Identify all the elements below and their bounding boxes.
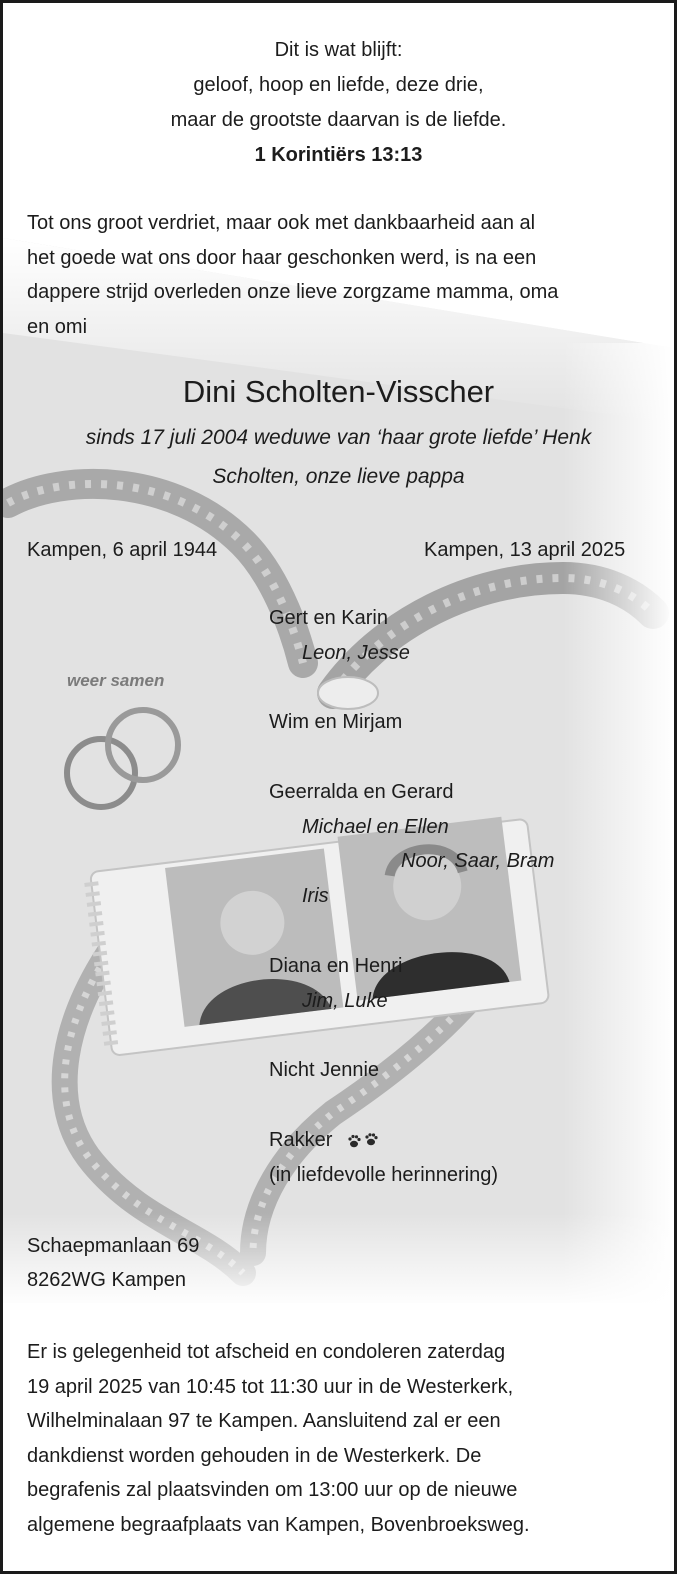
address-street: Schaepmanlaan 69 (27, 1235, 200, 1257)
family-rakker: Rakker (269, 1129, 333, 1151)
intro-line: het goede wat ons door haar geschonken werd, is na een (27, 246, 537, 269)
family-michael: Michael en Ellen (302, 816, 449, 838)
quote-line-2: geloof, hoop en liefde, deze drie, (193, 74, 484, 96)
family-iris: Iris (302, 885, 329, 907)
address-city: 8262WG Kampen (27, 1269, 186, 1291)
family-nicht: Nicht Jennie (269, 1059, 380, 1081)
family-remembrance: (in liefdevolle herinnering) (269, 1164, 499, 1186)
intro-line: en omi (27, 315, 88, 338)
intro-line: Tot ons groot verdriet, maar ook met dankbaarheid aan al (27, 212, 536, 234)
family-michael-children: Noor, Saar, Bram (401, 850, 555, 872)
family-gert-children: Leon, Jesse (302, 642, 410, 664)
family-gert: Gert en Karin (269, 607, 388, 629)
funeral-paragraph (27, 1335, 652, 1542)
deceased-subtitle-line-1: sinds 17 juli 2004 weduwe van ‘haar grote liefde’ Henk (85, 426, 592, 449)
photo-caption: weer samen (67, 671, 165, 690)
funeral-line: Wilhelminalaan 97 te Kampen. Aansluitend zal er een (27, 1410, 501, 1432)
quote-line-3: maar de grootste daarvan is de liefde. (170, 109, 507, 131)
intro-paragraph (27, 206, 652, 344)
birth-date: Kampen, 6 april 1944 (27, 539, 218, 561)
funeral-line: Er is gelegenheid tot afscheid en condoleren zaterdag (27, 1341, 506, 1363)
family-diana-children: Jim, Luke (302, 990, 388, 1012)
funeral-line: 19 april 2025 van 10:45 tot 11:30 uur in de Westerkerk, (27, 1375, 514, 1398)
intro-line: dappere strijd overleden onze lieve zorgzame mamma, oma (27, 281, 559, 303)
funeral-line: algemene begraafplaats van Kampen, Bovenbroeksweg. (27, 1513, 530, 1536)
family-geerralda: Geerralda en Gerard (269, 781, 454, 803)
death-date: Kampen, 13 april 2025 (424, 539, 626, 561)
family-diana: Diana en Henri (269, 955, 403, 977)
funeral-line: begrafenis zal plaatsvinden om 13:00 uur op de nieuwe (27, 1479, 518, 1501)
quote-line-1: Dit is wat blijft: (274, 39, 403, 61)
family-wim: Wim en Mirjam (269, 711, 403, 733)
deceased-name: Dini Scholten-Visscher (182, 374, 495, 409)
funeral-line: dankdienst worden gehouden in de Westerkerk. De (27, 1444, 482, 1467)
paw-prints-icon (348, 1133, 380, 1149)
quote-reference: 1 Korintiërs 13:13 (254, 144, 423, 166)
deceased-subtitle-line-2: Scholten, onze lieve pappa (212, 465, 465, 488)
